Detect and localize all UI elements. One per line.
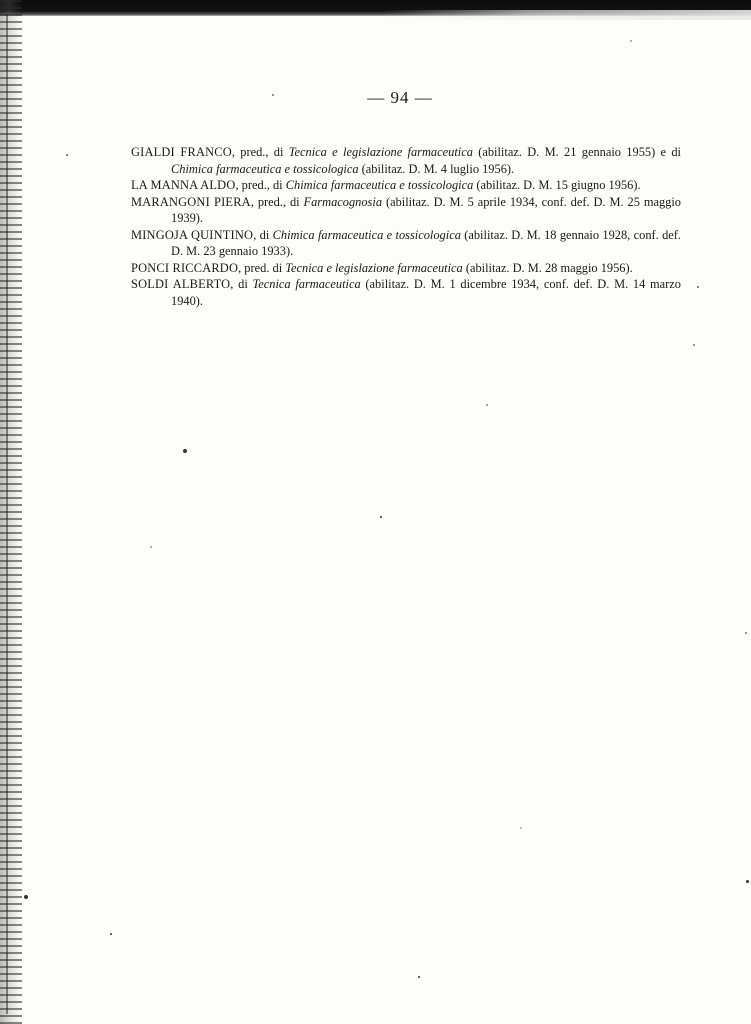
scan-speck — [380, 516, 382, 518]
scan-speck — [486, 404, 488, 406]
scan-speck — [697, 286, 699, 288]
scan-speck — [24, 895, 28, 899]
page-number: — 94 — — [367, 88, 433, 107]
scan-speck — [110, 933, 112, 935]
entry-name: MINGOJA QUINTINO — [131, 227, 254, 242]
scan-speck — [150, 546, 152, 548]
entry-list — [131, 144, 681, 309]
scan-left-edge — [0, 0, 22, 1024]
entry-name: GIALDI FRANCO — [131, 145, 232, 159]
entry-text: , di — [253, 227, 273, 242]
scan-speck — [183, 449, 187, 453]
entry-text: (abilitaz. D. M. 18 gennaio 1928, conf. def. D. M. 23 gennaio 1933). — [171, 227, 681, 258]
entry-subject: Chimica farmaceutica e tossicologica — [272, 227, 461, 242]
entry-text: (abilitaz. D. M. 21 gennaio 1955) e di — [472, 145, 681, 159]
scan-speck — [272, 94, 274, 96]
entry-text: (abilitaz. D. M. 5 aprile 1934, conf. def. D. M. 25 maggio 1939). — [171, 194, 681, 225]
list-item — [131, 227, 681, 260]
entry-name: PONCI RICCARDO — [131, 260, 239, 275]
list-item — [131, 194, 681, 227]
entry-text: , pred., di — [235, 178, 286, 192]
entry-name: MARANGONI PIERA — [131, 194, 251, 209]
scan-speck — [746, 880, 749, 883]
entry-text: , pred., di — [231, 145, 289, 159]
entry-subject: Tecnica farmaceutica — [252, 277, 361, 291]
scan-speck — [745, 632, 747, 634]
scan-speck — [693, 344, 695, 346]
entry-text: (abilitaz. D. M. 4 luglio 1956). — [358, 161, 515, 176]
list-item — [131, 144, 681, 177]
entry-text: , pred., di — [250, 194, 304, 209]
scan-top-border-fade — [380, 10, 751, 20]
entry-text: (abilitaz. D. M. 1 dicembre 1934, conf. def. D. M. 14 marzo 1940). — [171, 277, 682, 308]
entry-subject: Chimica farmaceutica e tossicologica — [171, 161, 359, 176]
scan-speck — [630, 40, 632, 42]
entry-name: LA MANNA ALDO — [131, 178, 236, 192]
entry-subject: Tecnica e legislazione farmaceutica — [288, 145, 473, 159]
entry-name: SOLDI ALBERTO — [131, 277, 231, 291]
entry-text: , pred. di — [238, 260, 286, 275]
scan-speck — [418, 976, 420, 978]
entry-text: (abilitaz. D. M. 15 giugno 1956). — [473, 178, 641, 192]
entry-subject: Chimica farmaceutica e tossicologica — [285, 178, 474, 192]
scan-speck — [520, 827, 522, 829]
entry-text: , di — [230, 277, 253, 291]
entry-subject: Farmacognosia — [303, 194, 383, 209]
entry-text: (abilitaz. D. M. 28 maggio 1956). — [462, 260, 633, 275]
list-item — [131, 177, 681, 194]
entry-subject: Tecnica e legislazione farmaceutica — [285, 260, 463, 275]
scan-left-edge-line — [6, 14, 8, 1014]
list-item — [131, 276, 681, 309]
list-item — [131, 260, 681, 277]
scan-speck — [66, 154, 68, 156]
